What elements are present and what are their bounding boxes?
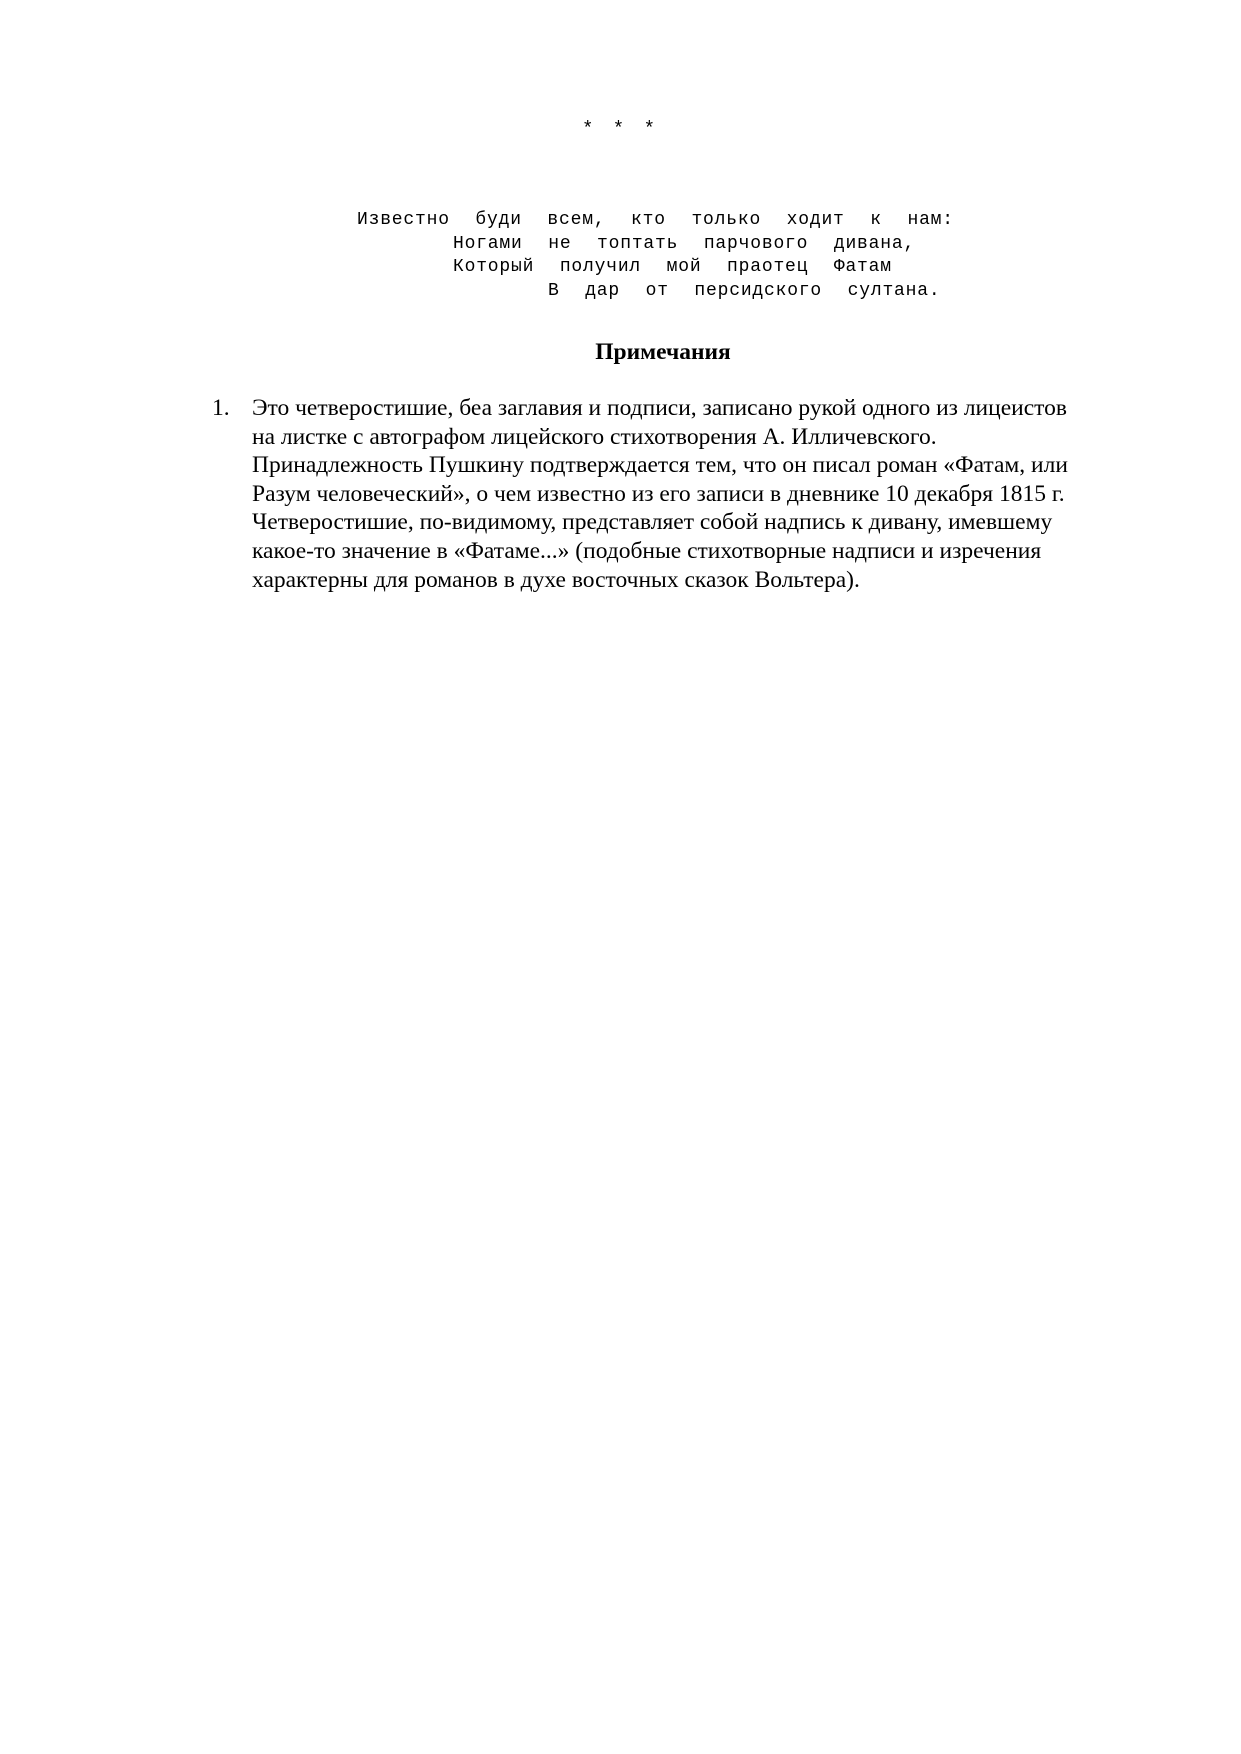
note-line: Разум человеческий», о чем известно из его записи в дневнике 10 декабря 1815 г. (252, 480, 1065, 507)
note-line: Принадлежность Пушкину подтверждается тем, что он писал роман «Фатам, или (252, 452, 1068, 479)
note-line: на листке с автографом лицейского стихотворения А. Илличевского. (252, 423, 937, 450)
poem-line: Который получил мой праотец Фатам (453, 257, 892, 277)
note-line: Это четверостишие, беа заглавия и подписи, записано рукой одного из лицеистов (252, 395, 1067, 421)
poem-line: Ногами не топтать парчового дивана, (453, 233, 916, 254)
section-separator: * * * (581, 118, 659, 140)
note-line: характерны для романов в духе восточных сказок Вольтера). (252, 566, 860, 593)
poem-line: Известно буди всем, кто только ходит к нам: (357, 210, 954, 230)
notes-heading: Примечания (595, 339, 731, 365)
note-line: какое-то значение в «Фатаме...» (подобные стихотворные надписи и изречения (252, 537, 1042, 564)
poem-line: В дар от персидского султана. (548, 280, 941, 301)
note-number: 1. (212, 395, 230, 421)
note-line: Четверостишие, по-видимому, представляет собой надпись к дивану, имевшему (252, 509, 1053, 536)
note-text (252, 394, 1152, 594)
